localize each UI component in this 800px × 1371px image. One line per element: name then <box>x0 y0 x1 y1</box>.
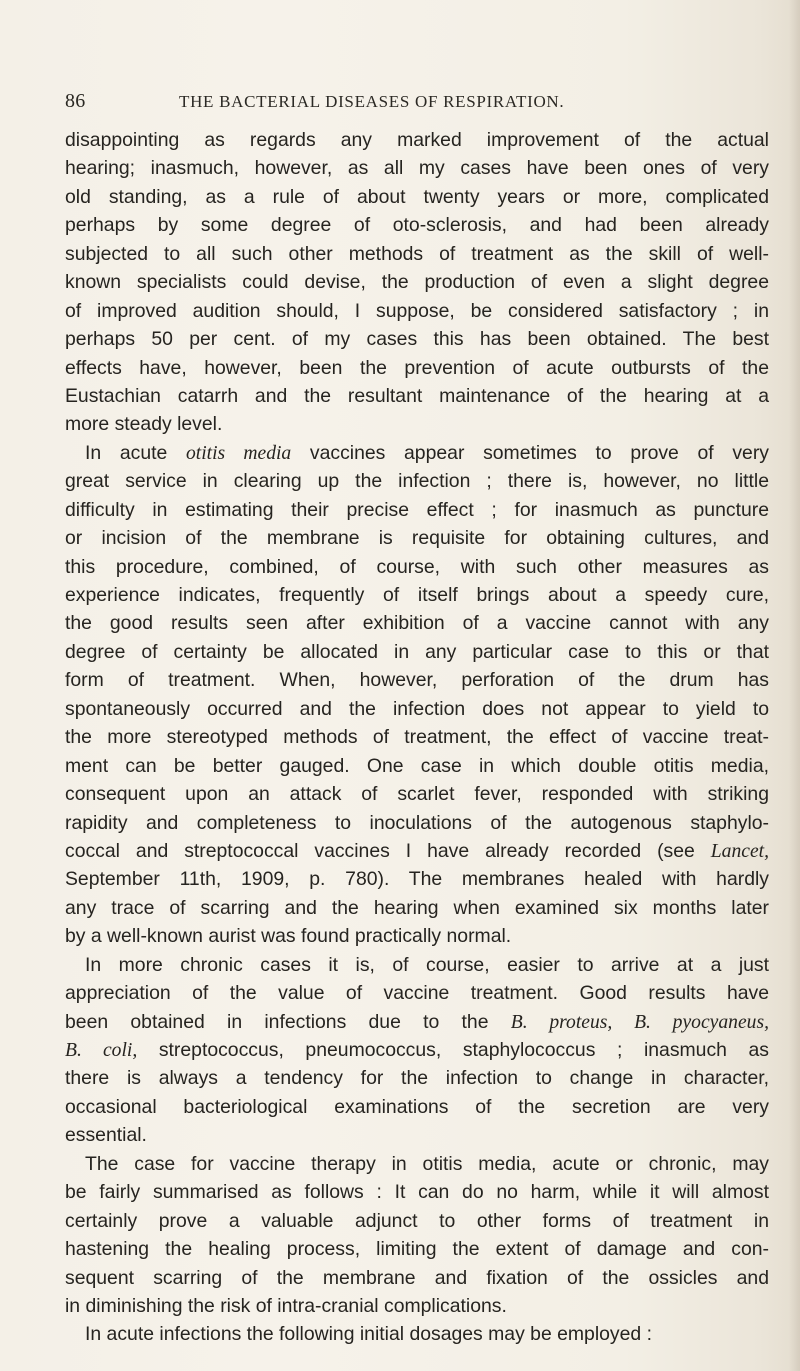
running-header <box>0 0 800 120</box>
text-line: appreciation of the value of vaccine treatment. Good results have <box>65 982 769 1005</box>
text-line: been obtained in infections due to the B. proteus, B. pyocyaneus, <box>65 1010 769 1033</box>
text-line: perhaps by some degree of oto-sclerosis, and had been already <box>65 214 769 237</box>
text-line: experience indicates, frequently of itself brings about a speedy cure, <box>65 584 769 606</box>
text-line: rapidity and completeness to inoculations of the autogenous staphylo- <box>65 811 769 834</box>
text-line: there is always a tendency for the infection to change in character, <box>65 1067 769 1090</box>
page-number: 86 <box>65 90 86 112</box>
text-line: occasional bacteriological examinations of the secretion are very <box>65 1095 769 1118</box>
text-line: disappointing as regards any marked improvement of the actual <box>65 129 769 151</box>
text-line: this procedure, combined, of course, with such other measures as <box>65 555 769 578</box>
text-line: be fairly summarised as follows : It can do no harm, while it will almost <box>65 1181 769 1204</box>
paragraph-start-line: In acute otitis media vaccines appear sometimes to prove of very <box>85 441 769 464</box>
body-text <box>65 126 769 1349</box>
text-line: or incision of the membrane is requisite for obtaining cultures, and <box>65 527 769 550</box>
paragraph-start-line: In more chronic cases it is, of course, easier to arrive at a just <box>85 953 769 976</box>
text-line: effects have, however, been the prevention of acute outbursts of the <box>65 356 769 379</box>
italic-citation: Lancet, <box>710 840 769 862</box>
text-line: certainly prove a valuable adjunct to other forms of treatment in <box>65 1209 769 1232</box>
text-line: more steady level. <box>65 413 223 436</box>
italic-species: B. coli, <box>65 1040 138 1061</box>
text-line: sequent scarring of the membrane and fixation of the ossicles and <box>65 1266 769 1289</box>
text-line: of improved audition should, I suppose, be considered satisfactory ; in <box>65 299 769 322</box>
text-line: degree of certainty be allocated in any particular case to this or that <box>65 640 769 663</box>
page-edge-shadow <box>789 0 800 1371</box>
text-line: consequent upon an attack of scarlet fever, responded with striking <box>65 783 769 806</box>
text-line: essential. <box>65 1124 147 1147</box>
text-line: Eustachian catarrh and the resultant maintenance of the hearing at a <box>65 384 769 407</box>
text-line: the good results seen after exhibition of a vaccine cannot with any <box>65 612 769 635</box>
text-line: form of treatment. When, however, perforation of the drum has <box>65 669 769 692</box>
text-line: old standing, as a rule of about twenty years or more, complicated <box>65 185 769 208</box>
paragraph-start-line: In acute infections the following initial dosages may be employed : <box>85 1323 652 1346</box>
italic-species: B. proteus, B. pyocyaneus, <box>510 1011 769 1033</box>
text-line: known specialists could devise, the production of even a slight degree <box>65 271 769 294</box>
text-line: great service in clearing up the infection ; there is, however, no little <box>65 470 769 493</box>
paragraph-start-line: The case for vaccine therapy in otitis media, acute or chronic, may <box>85 1152 769 1175</box>
text-line: by a well-known aurist was found practically normal. <box>65 925 512 948</box>
text-line: the more stereotyped methods of treatment, the effect of vaccine treat- <box>65 726 769 749</box>
text-line: difficulty in estimating their precise effect ; for inasmuch as puncture <box>65 498 769 521</box>
text-line: in diminishing the risk of intra-cranial complications. <box>65 1294 507 1317</box>
running-title: THE BACTERIAL DISEASES OF RESPIRATION. <box>179 92 565 111</box>
text-line: hastening the healing process, limiting the extent of damage and con- <box>65 1238 769 1261</box>
text-line: hearing; inasmuch, however, as all my cases have been ones of very <box>65 157 769 180</box>
text-line: subjected to all such other methods of treatment as the skill of well- <box>65 242 769 265</box>
text-line: ment can be better gauged. One case in which double otitis media, <box>65 754 769 777</box>
text-line: spontaneously occurred and the infection does not appear to yield to <box>65 697 769 720</box>
text-line: B. coli, streptococcus, pneumococcus, staphylococcus ; inasmuch as <box>65 1039 770 1061</box>
italic-term: otitis media <box>185 442 292 464</box>
text-line: September 11th, 1909, p. 780). The membranes healed with hardly <box>65 868 769 891</box>
text-line: perhaps 50 per cent. of my cases this has been obtained. The best <box>65 328 769 351</box>
text-line: any trace of scarring and the hearing when examined six months later <box>65 896 769 919</box>
text-line: coccal and streptococcal vaccines I have already recorded (see Lancet, <box>65 839 769 862</box>
